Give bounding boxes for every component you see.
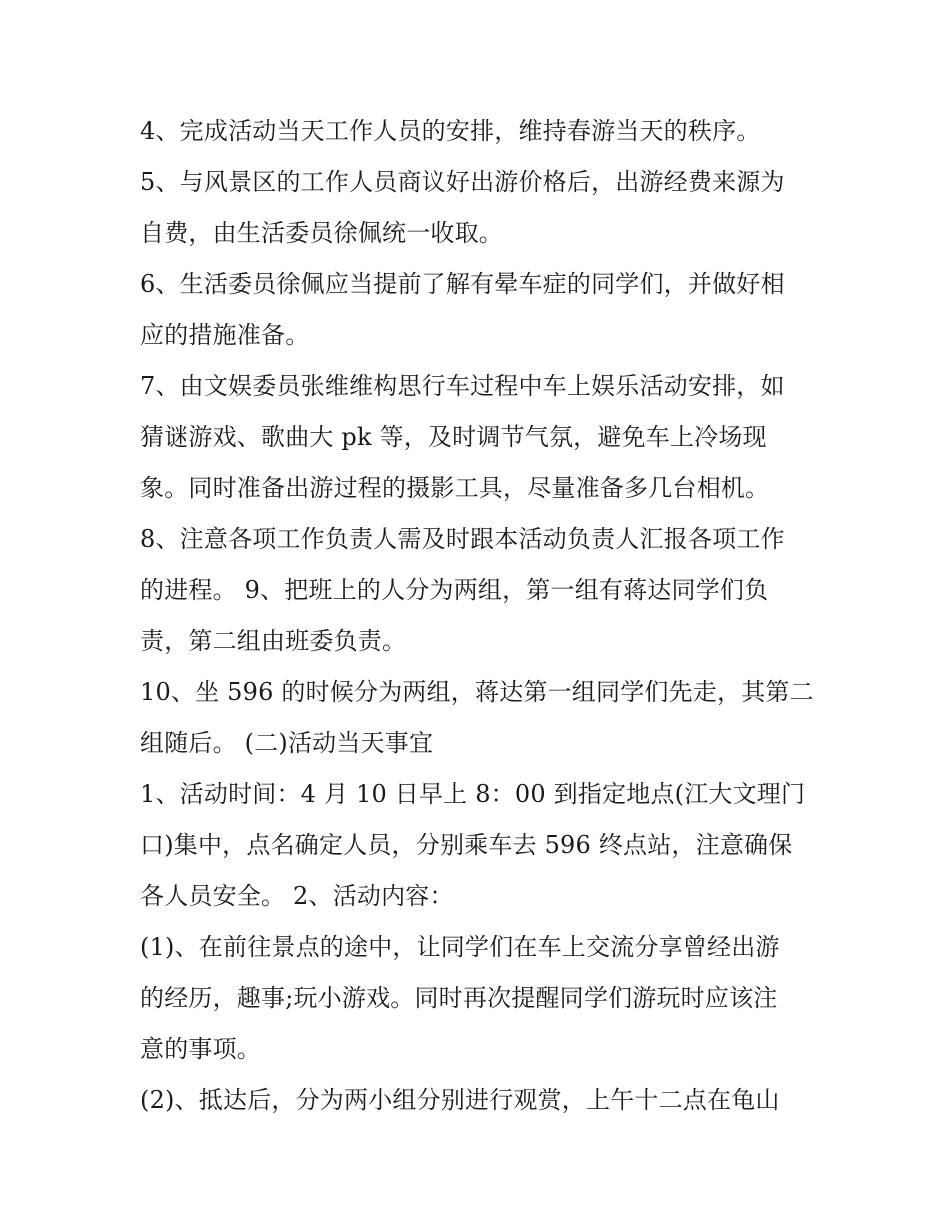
text-line: 意的事项。 xyxy=(140,1035,261,1063)
text-line: 猜谜游戏、歌曲大 pk 等，及时调节气氛，避免车上冷场现 xyxy=(140,423,767,451)
text-line: 象。同时准备出游过程的摄影工具，尽量准备多几台相机。 xyxy=(140,474,770,502)
text-line: 应的措施准备。 xyxy=(140,321,310,349)
text-line: (1)、在前往景点的途中，让同学们在车上交流分享曾经出游 xyxy=(140,933,780,961)
text-line: 的进程。 9、把班上的人分为两组，第一组有蒋达同学们负 xyxy=(140,576,769,604)
text-line: 各人员安全。 2、活动内容： xyxy=(140,882,454,910)
text-line: 责，第二组由班委负责。 xyxy=(140,627,407,655)
text-line: 1、活动时间：4 月 10 日早上 8：00 到指定地点(江大文理门 xyxy=(140,780,806,808)
text-line: 5、与风景区的工作人员商议好出游价格后，出游经费来源为 xyxy=(140,168,785,196)
text-line: 7、由文娱委员张维维构思行车过程中车上娱乐活动安排，如 xyxy=(140,372,785,400)
text-line: 8、注意各项工作负责人需及时跟本活动负责人汇报各项工作 xyxy=(140,525,785,553)
text-line: (2)、抵达后，分为两小组分别进行观赏，上午十二点在龟山 xyxy=(140,1086,780,1114)
text-line: 口)集中，点名确定人员，分别乘车去 596 终点站，注意确保 xyxy=(140,831,793,859)
text-line: 6、生活委员徐佩应当提前了解有晕车症的同学们，并做好相 xyxy=(140,270,785,298)
text-line: 自费，由生活委员徐佩统一收取。 xyxy=(140,219,503,247)
text-line: 组随后。 (二)活动当天事宜 xyxy=(140,729,434,757)
text-line: 4、完成活动当天工作人员的安排，维持春游当天的秩序。 xyxy=(140,117,761,145)
text-line: 10、坐 596 的时候分为两组，蒋达第一组同学们先走，其第二 xyxy=(140,678,814,706)
text-line: 的经历，趣事;玩小游戏。同时再次提醒同学们游玩时应该注 xyxy=(140,984,778,1012)
document-body xyxy=(140,106,820,1126)
